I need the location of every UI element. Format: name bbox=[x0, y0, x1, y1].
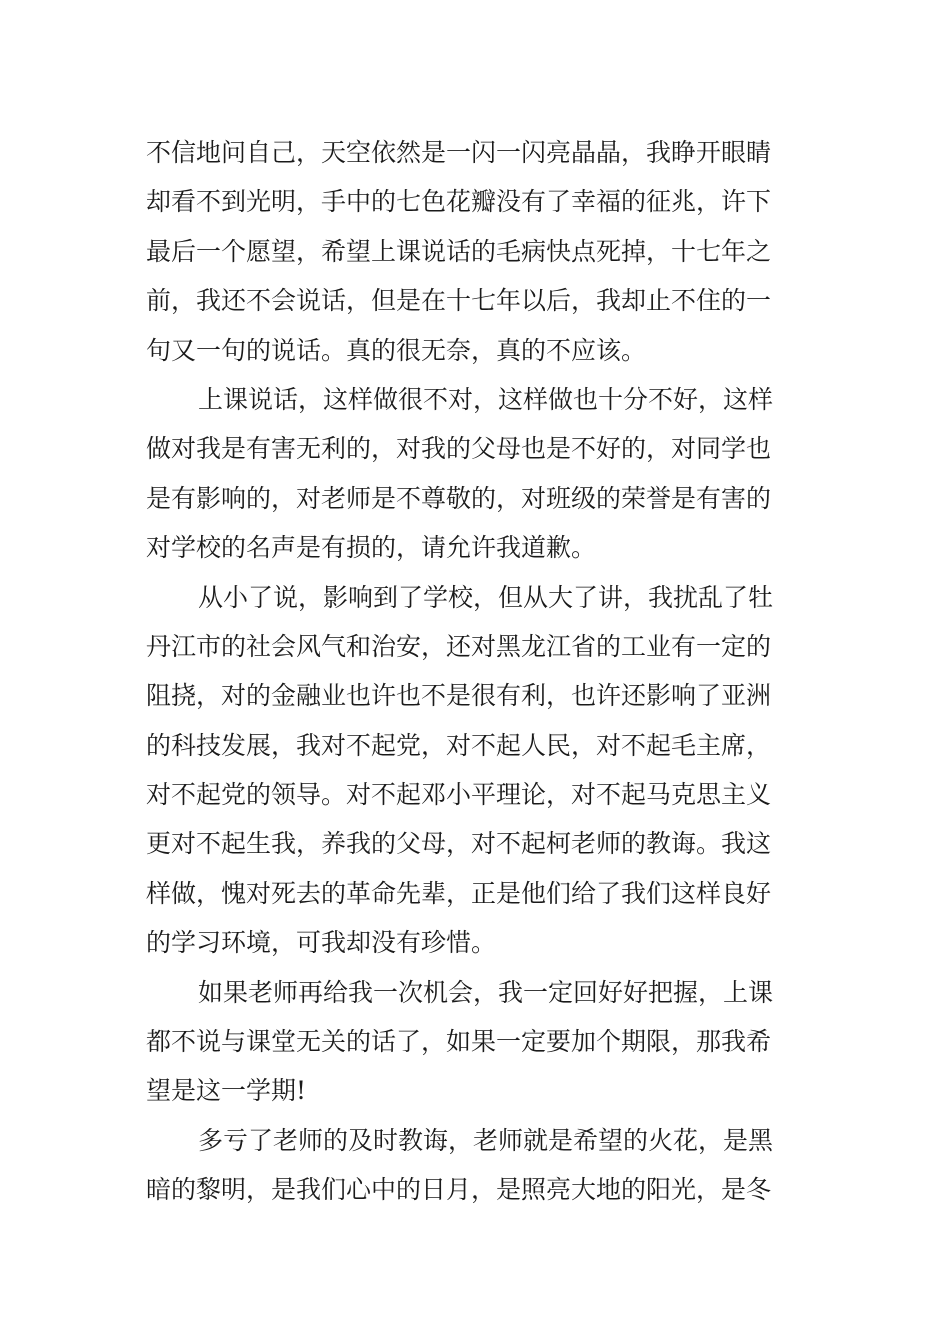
text-line: 暗的黎明，是我们心中的日月，是照亮大地的阳光，是冬 bbox=[146, 1175, 772, 1205]
text-line: 做对我是有害无利的，对我的父母也是不好的，对同学也 bbox=[146, 434, 772, 464]
paragraph-first-line: 如果老师再给我一次机会，我一定回好好把握，上课 bbox=[198, 977, 774, 1007]
text-line: 阻挠，对的金融业也许也不是很有利，也许还影响了亚洲 bbox=[146, 681, 772, 711]
text-line: 对学校的名声是有损的，请允许我道歉。 bbox=[146, 533, 597, 563]
text-line: 最后一个愿望，希望上课说话的毛病快点死掉，十七年之 bbox=[146, 236, 772, 266]
text-line: 都不说与课堂无关的话了，如果一定要加个期限，那我希 bbox=[146, 1027, 772, 1057]
text-line: 却看不到光明，手中的七色花瓣没有了幸福的征兆，许下 bbox=[146, 187, 772, 217]
text-line: 对不起党的领导。对不起邓小平理论，对不起马克思主义 bbox=[146, 780, 772, 810]
text-line: 是有影响的，对老师是不尊敬的，对班级的荣誉是有害的 bbox=[146, 483, 772, 513]
text-line: 的学习环境，可我却没有珍惜。 bbox=[146, 928, 497, 958]
text-line: 丹江市的社会风气和治安，还对黑龙江省的工业有一定的 bbox=[146, 631, 772, 661]
text-line: 句又一句的说话。真的很无奈，真的不应该。 bbox=[146, 335, 647, 365]
document-body bbox=[146, 128, 806, 1215]
paragraph-first-line: 上课说话，这样做很不对，这样做也十分不好，这样 bbox=[198, 384, 774, 414]
text-line: 前，我还不会说话，但是在十七年以后，我却止不住的一 bbox=[146, 286, 772, 316]
text-line: 不信地问自己，天空依然是一闪一闪亮晶晶，我睁开眼睛 bbox=[146, 138, 772, 167]
text-line: 样做，愧对死去的革命先辈，正是他们给了我们这样良好 bbox=[146, 878, 772, 908]
paragraph-first-line: 从小了说，影响到了学校，但从大了讲，我扰乱了牡 bbox=[198, 582, 774, 612]
text-line: 的科技发展，我对不起党，对不起人民，对不起毛主席， bbox=[146, 730, 772, 760]
text-line: 望是这一学期! bbox=[146, 1076, 307, 1106]
text-line: 更对不起生我，养我的父母，对不起柯老师的教诲。我这 bbox=[146, 829, 772, 859]
paragraph-first-line: 多亏了老师的及时教诲，老师就是希望的火花，是黑 bbox=[198, 1125, 774, 1155]
